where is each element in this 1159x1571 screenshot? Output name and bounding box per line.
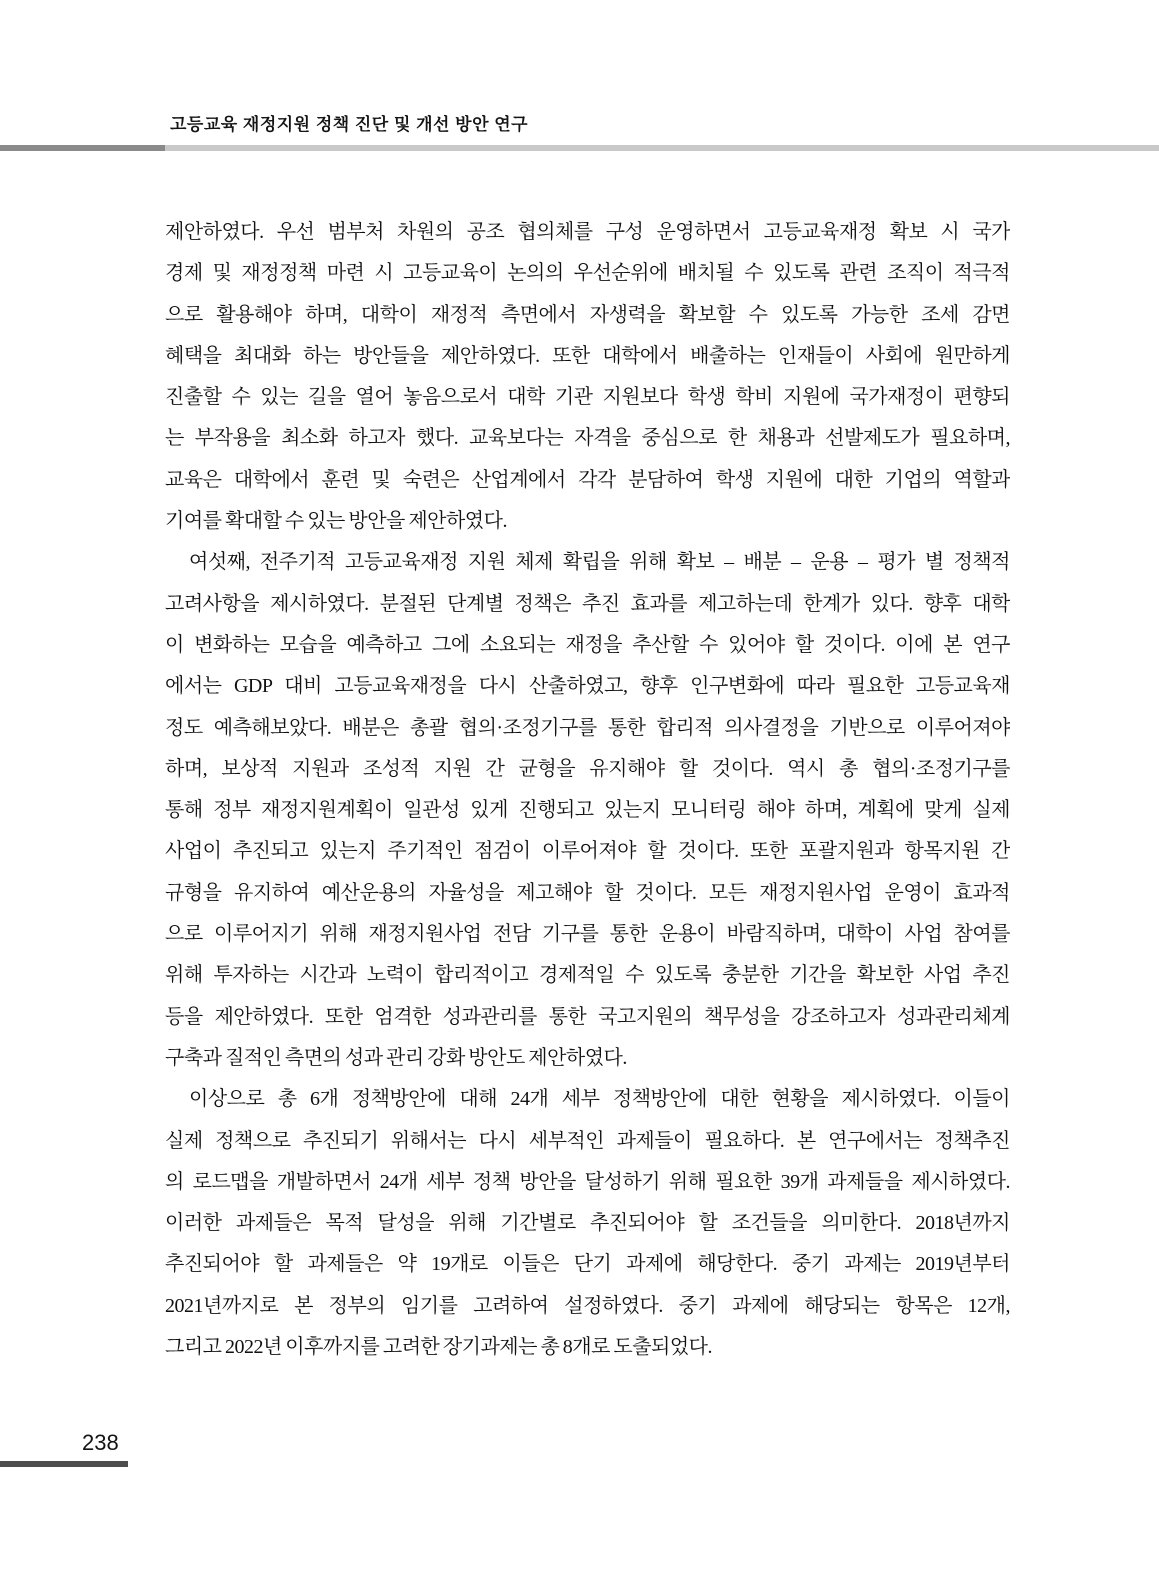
text-line: 위해 투자하는 시간과 노력이 합리적이고 경제적일 수 있도록 충분한 기간을 확보한 사업 추진: [165, 964, 1010, 987]
text-line: 에서는 GDP 대비 고등교육재정을 다시 산출하였고, 향후 인구변화에 따라 필요한 고등교육재: [165, 675, 1010, 698]
body-text: [165, 212, 1010, 1368]
header-rule: [0, 145, 1159, 151]
footer-bar: [0, 1461, 128, 1467]
text-line: 이상으로 총 6개 정책방안에 대해 24개 세부 정책방안에 대한 현황을 제시하였다. 이들이: [189, 1088, 1010, 1111]
text-line: 는 부작용을 최소화 하고자 했다. 교육보다는 자격을 중심으로 한 채용과 선발제도가 필요하며,: [165, 427, 1010, 450]
header-rule-light-segment: [165, 145, 1159, 151]
text-line: 혜택을 최대화 하는 방안들을 제안하였다. 또한 대학에서 배출하는 인재들이 사회에 원만하게: [165, 344, 1010, 367]
text-line: 이러한 과제들은 목적 달성을 위해 기간별로 추진되어야 할 조건들을 의미한다. 2018년까지: [165, 1212, 1010, 1235]
text-line: 추진되어야 할 과제들은 약 19개로 이들은 단기 과제에 해당한다. 중기 과제는 2019년부터: [165, 1253, 1010, 1276]
text-line: 2021년까지로 본 정부의 임기를 고려하여 설정하였다. 중기 과제에 해당되는 항목은 12개,: [165, 1294, 1010, 1317]
text-line: 진출할 수 있는 길을 열어 놓음으로서 대학 기관 지원보다 학생 학비 지원에 국가재정이 편향되: [165, 386, 1010, 409]
text-line: 통해 정부 재정지원계획이 일관성 있게 진행되고 있는지 모니터링 해야 하며, 계획에 맞게 실제: [165, 799, 1010, 822]
text-line: 으로 활용해야 하며, 대학이 재정적 측면에서 자생력을 확보할 수 있도록 가능한 조세 감면: [165, 303, 1010, 326]
text-line: 제안하였다. 우선 범부처 차원의 공조 협의체를 구성 운영하면서 고등교육재정 확보 시 국가: [165, 221, 1010, 243]
page-number: 238: [82, 1430, 119, 1455]
text-line: 경제 및 재정정책 마련 시 고등교육이 논의의 우선순위에 배치될 수 있도록 관련 조직이 적극적: [165, 262, 1010, 285]
text-line: 교육은 대학에서 훈련 및 숙련은 산업계에서 각각 분담하여 학생 지원에 대한 기업의 역할과: [165, 468, 1010, 491]
text-line: 구축과 질적인 측면의 성과 관리 강화 방안도 제안하였다.: [165, 1046, 627, 1069]
text-line: 으로 이루어지기 위해 재정지원사업 전담 기구를 통한 운용이 바람직하며, 대학이 사업 참여를: [165, 923, 1010, 946]
text-line: 그리고 2022년 이후까지를 고려한 장기과제는 총 8개로 도출되었다.: [165, 1336, 712, 1359]
text-line: 정도 예측해보았다. 배분은 총괄 협의·조정기구를 통한 합리적 의사결정을 기반으로 이루어져야: [165, 716, 1010, 739]
header-rule-dark-segment: [0, 145, 165, 151]
text-line: 등을 제안하였다. 또한 엄격한 성과관리를 통한 국고지원의 책무성을 강조하고자 성과관리체계: [165, 1005, 1010, 1028]
text-line: 이 변화하는 모습을 예측하고 그에 소요되는 재정을 추산할 수 있어야 할 것이다. 이에 본 연구: [165, 633, 1010, 656]
text-line: 의 로드맵을 개발하면서 24개 세부 정책 방안을 달성하기 위해 필요한 39개 과제들을 제시하였다.: [165, 1170, 1010, 1193]
text-line: 실제 정책으로 추진되기 위해서는 다시 세부적인 과제들이 필요하다. 본 연구에서는 정책추진: [165, 1129, 1010, 1152]
text-line: 여섯째, 전주기적 고등교육재정 지원 체제 확립을 위해 확보 – 배분 – 운용 – 평가 별 정책적: [189, 551, 1010, 574]
text-line: 기여를 확대할 수 있는 방안을 제안하였다.: [165, 510, 507, 533]
text-line: 사업이 추진되고 있는지 주기적인 점검이 이루어져야 할 것이다. 또한 포괄지원과 항목지원 간: [165, 840, 1010, 863]
text-line: 고려사항을 제시하였다. 분절된 단계별 정책은 추진 효과를 제고하는데 한계가 있다. 향후 대학: [165, 592, 1010, 615]
text-line: 하며, 보상적 지원과 조성적 지원 간 균형을 유지해야 할 것이다. 역시 총 협의·조정기구를: [165, 757, 1010, 780]
text-line: 규형을 유지하여 예산운용의 자율성을 제고해야 할 것이다. 모든 재정지원사업 운영이 효과적: [165, 881, 1010, 904]
running-header-title: 고등교육 재정지원 정책 진단 및 개선 방안 연구: [170, 115, 529, 134]
